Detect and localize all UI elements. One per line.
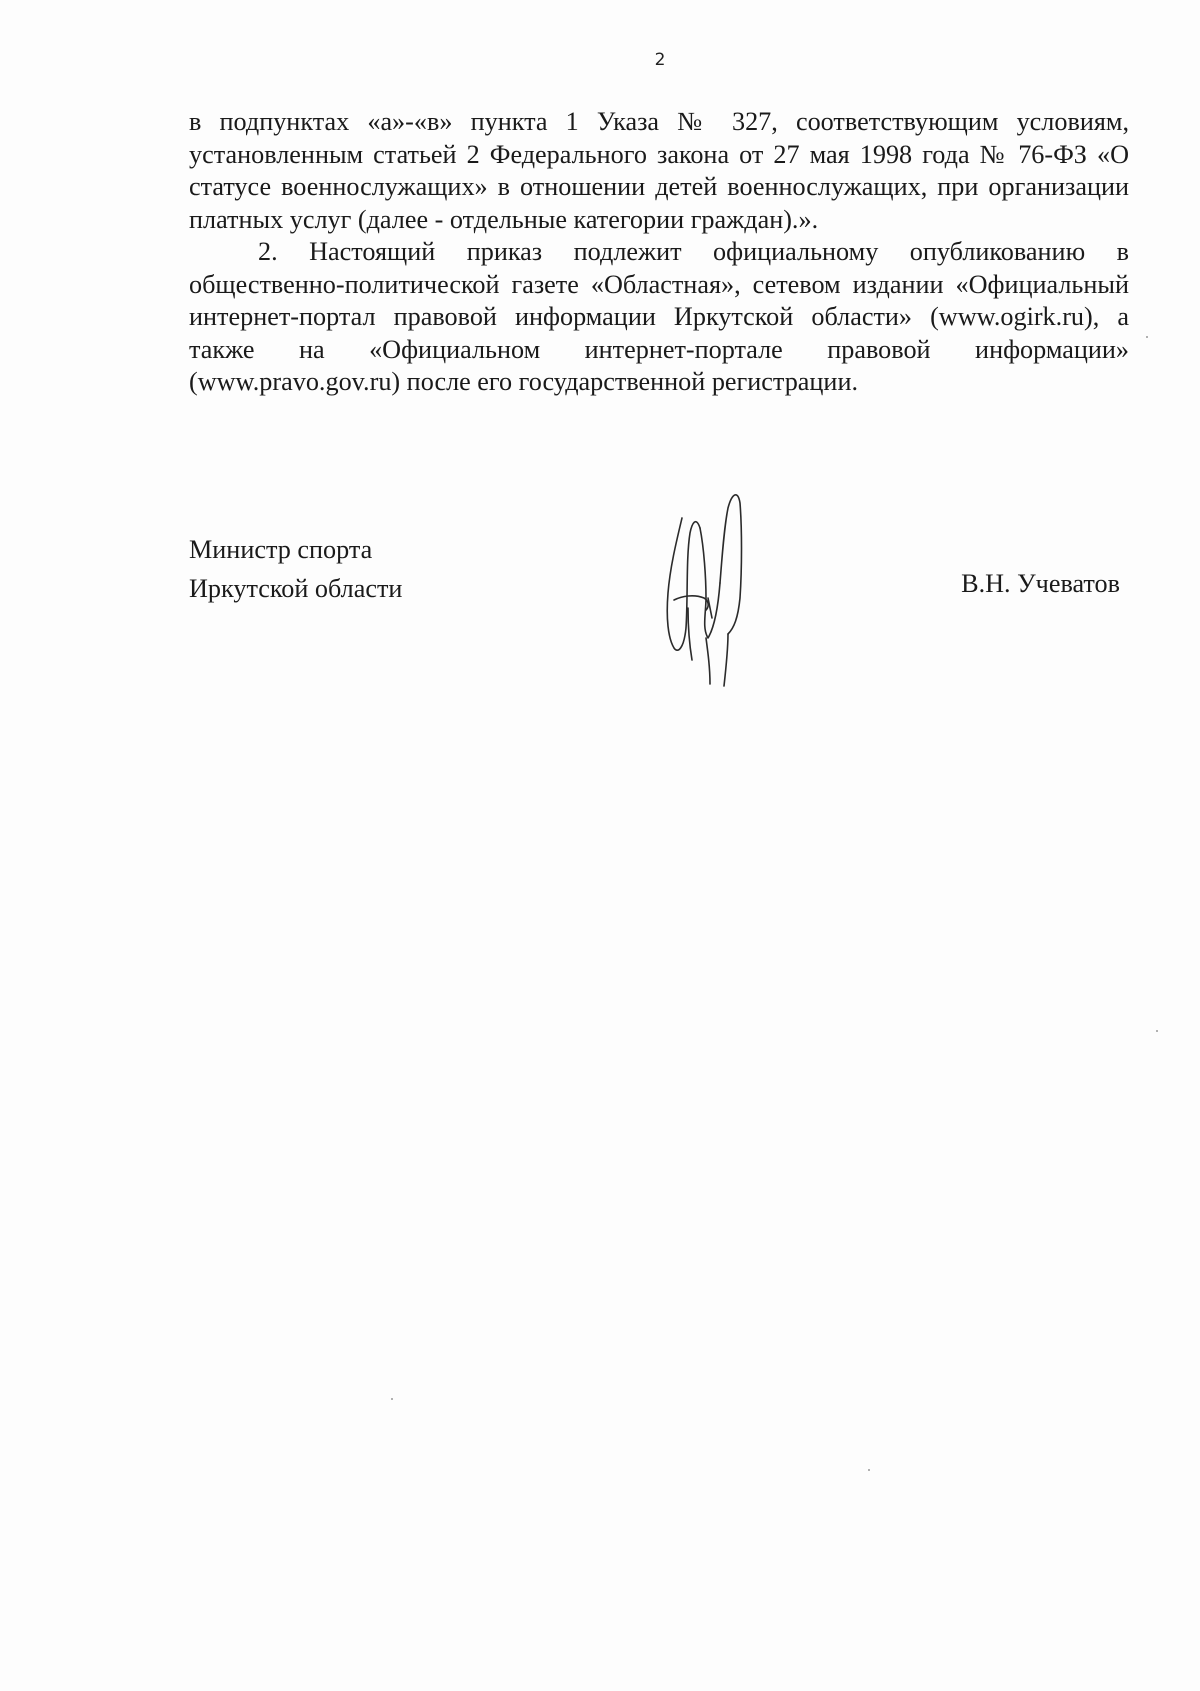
document-body	[189, 106, 1129, 399]
signatory-title	[189, 530, 402, 608]
signatory-title-line2: Иркутской области	[189, 574, 403, 603]
paragraph-publication: 2. Настоящий приказ подлежит официальному опубликованию в общественно-политической газете «Областная», сетевом издании «Официальный интернет-портал правовой информации Иркутской области» (www.ogirk.ru), а также на «Официальном интернет-портале правовой информации» (www.pravo.gov.ru) после его государственной регистрации.	[189, 237, 1129, 396]
page-number: 2	[654, 50, 666, 70]
scan-speck	[1156, 1030, 1158, 1032]
scan-speck	[391, 1398, 393, 1400]
paragraph-continuation: в подпунктах «а»-«в» пункта 1 Указа № 327, соответствующим условиям, установленным статьей 2 Федерального закона от 27 мая 1998 года № 76-ФЗ «О статусе военнослужащих» в отношении детей военнослужащих, при организации платных услуг (далее - отдельные категории граждан).».	[189, 107, 1129, 234]
scan-speck	[868, 1469, 870, 1471]
scan-speck	[1146, 336, 1148, 338]
signatory-title-line1: Министр спорта	[189, 535, 373, 564]
signatory-name: В.Н. Учеватов	[961, 569, 1120, 598]
handwritten-signature-icon	[648, 488, 758, 708]
